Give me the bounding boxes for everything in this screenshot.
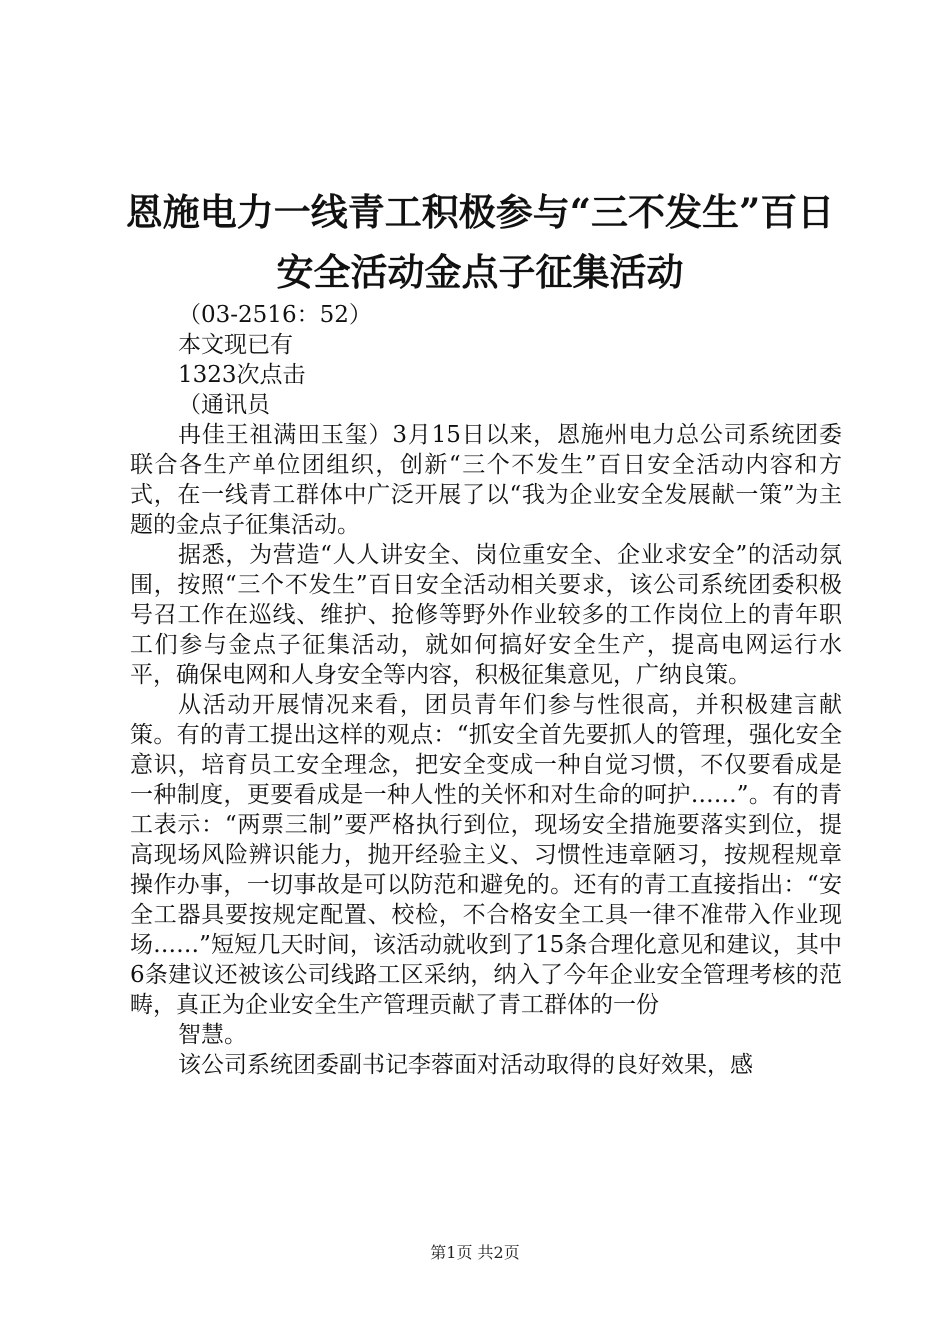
document-title-line-1: 恩施电力一线青工积极参与“三不发生”百日 [125, 190, 835, 234]
page-footer: 第1页 共2页 [430, 1243, 520, 1262]
paragraph: 冉佳王祖满田玉玺）3月15日以来，恩施州电力总公司系统团委联合各生产单位团组织，创新“三个不发生”百日安全活动内容和方式，在一线青工群体中广泛开展了以“我为企业安全发展献一策”为主题的金点子征集活动。 [130, 422, 842, 538]
reporter-label: （通讯员 [178, 392, 270, 418]
paragraph: 智慧。 [178, 1022, 247, 1048]
publish-time: （03-2516：52） [178, 302, 372, 328]
paragraph: 据悉，为营造“人人讲安全、岗位重安全、企业求安全”的活动氛围，按照“三个不发生”百日安全活动相关要求，该公司系统团委积极号召工作在巡线、维护、抢修等野外作业较多的工作岗位上的青年职工们参与金点子征集活动，就如何搞好安全生产，提高电网运行水平，确保电网和人身安全等内容，积极征集意见，广纳良策。 [130, 542, 842, 688]
paragraph: 该公司系统团委副书记李蓉面对活动取得的良好效果，感 [178, 1052, 753, 1078]
document-title-line-2: 安全活动金点子征集活动 [276, 250, 684, 294]
article-body [130, 300, 842, 1080]
hit-count: 1323次点击 [178, 362, 306, 388]
hits-label: 本文现已有 [178, 332, 293, 358]
paragraph: 从活动开展情况来看，团员青年们参与性很高，并积极建言献策。有的青工提出这样的观点：“抓安全首先要抓人的管理，强化安全意识，培育员工安全理念，把安全变成一种自觉习惯，不仅要看成是一种制度，更要看成是一种人性的关怀和对生命的呵护……”。有的青工表示：“两票三制”要严格执行到位，现场安全措施要落实到位，提高现场风险辨识能力，抛开经验主义、习惯性违章陋习，按规程规章操作办事，一切事故是可以防范和避免的。还有的青工直接指出：“安全工器具要按规定配置、校检，不合格安全工具一律不准带入作业现场……”短短几天时间，该活动就收到了15条合理化意见和建议，其中6条建议还被该公司线路工区采纳，纳入了今年企业安全管理考核的范畴，真正为企业安全生产管理贡献了青工群体的一份 [130, 692, 842, 1018]
